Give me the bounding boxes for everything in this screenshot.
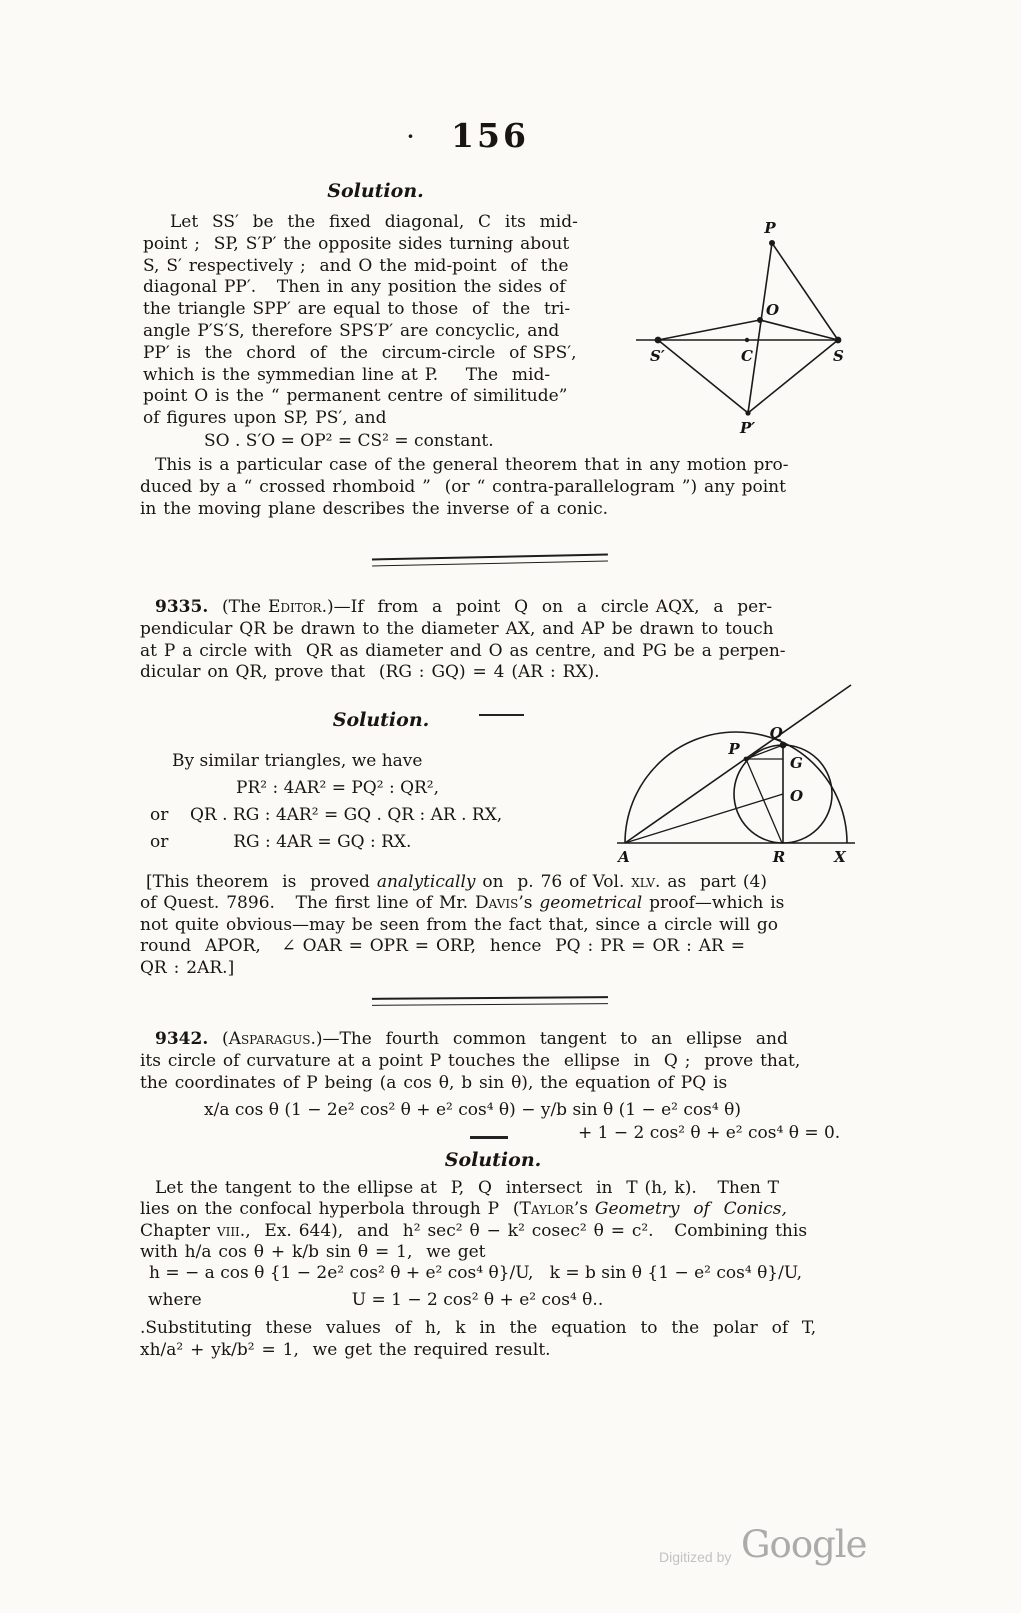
figure-label-S: S — [833, 347, 844, 365]
text-line: round APOR, ∠ OAR = OPR = ORP, hence PQ : PR = OR : AR = — [140, 936, 745, 957]
figure-label-P: P — [728, 740, 740, 758]
circle-tangent-figure — [593, 668, 933, 878]
problem-number: 9335. — [155, 597, 209, 617]
figure-label-O: O — [766, 301, 780, 319]
figure-label-P-prime: P′ — [740, 419, 756, 437]
digitized-by-label: Digitized by — [659, 1549, 732, 1565]
solution-heading: Solution. — [332, 709, 430, 731]
text-line: lies on the confocal hyperbola through P (Taylor’s Geometry of Conics, — [140, 1199, 787, 1220]
equation-line: where U = 1 − 2 cos² θ + e² cos⁴ θ.. — [148, 1290, 604, 1310]
text-line: its circle of curvature at a point P touches the ellipse in Q ; prove that, — [140, 1050, 801, 1071]
text-line: with h/a cos θ + k/b sin θ = 1, we get — [140, 1242, 486, 1263]
section-divider — [372, 996, 608, 1006]
page-number: 156 — [451, 116, 529, 155]
text-line: the coordinates of P being (a cos θ, b sin θ), the equation of PQ is — [140, 1072, 728, 1093]
text-line: angle P′S′S, therefore SPS′P′ are concyclic, and — [143, 320, 560, 341]
equation: or QR . RG : 4AR² = GQ . QR : AR . RX, — [150, 805, 503, 825]
text-line: point ; SP, S′P′ the opposite sides turning about — [143, 233, 570, 254]
problem-statement — [140, 1029, 800, 1094]
text-line: Let SS′ be the fixed diagonal, C its mid- — [170, 212, 578, 232]
figure-label-P: P — [764, 219, 776, 237]
figure-label-A: A — [618, 848, 630, 866]
text-line: .Substituting these values of h, k in the equation to the polar of T, — [140, 1318, 817, 1338]
text-line: Let the tangent to the ellipse at P, Q intersect in T (h, k). Then T — [155, 1178, 780, 1198]
closing-paragraph — [140, 1317, 816, 1361]
figure-label-S-prime: S′ — [650, 347, 665, 365]
text-line: xh/a² + yk/b² = 1, we get the required result. — [140, 1340, 551, 1360]
figure-label-G: G — [790, 754, 803, 772]
scan-artifact-dash — [470, 1136, 508, 1139]
figure-label-O: O — [790, 787, 804, 805]
text-line: pendicular QR be drawn to the diameter AX, and AP be drawn to touch — [140, 618, 774, 639]
text-line: Chapter viii., Ex. 644), and h² sec² θ − k² cosec² θ = c². Combining this — [140, 1220, 808, 1241]
text-line: of figures upon SP, PS′, and — [143, 408, 387, 429]
text-line: diagonal PP′. Then in any position the sides of — [143, 277, 566, 298]
text-line: duced by a “ crossed rhomboid ” (or “ contra-parallelogram ”) any point — [140, 477, 786, 497]
solution-paragraph — [140, 1178, 807, 1264]
equation: SO . S′O = OP² = CS² = constant. — [204, 431, 494, 451]
text-line: not quite obvious—may be seen from the fact that, since a circle will go — [140, 914, 779, 935]
text-line: QR : 2AR.] — [140, 957, 235, 978]
google-logo: Google — [741, 1523, 867, 1566]
text-line: PP′ is the chord of the circum-circle of SPS′, — [143, 342, 577, 363]
crossed-rhomboid-figure — [600, 203, 900, 443]
text-line: at P a circle with QR as diameter and O as centre, and PG be a perpen- — [140, 640, 786, 661]
figure-label-R: R — [772, 848, 786, 866]
text-line: [This theorem is proved analytically on p. 76 of Vol. xlv. as part (4) — [146, 872, 767, 892]
scan-artifact-rule — [479, 714, 524, 716]
remark-paragraph — [140, 454, 789, 520]
editorial-note — [140, 872, 784, 979]
text-line: 9335. (The Editor.)—If from a point Q on a circle AQX, a per- — [155, 597, 773, 617]
solution-heading: Solution. — [327, 180, 424, 202]
text-line: which is the symmedian line at P. The mid- — [143, 364, 551, 385]
equation: + 1 − 2 cos² θ + e² cos⁴ θ = 0. — [578, 1123, 841, 1143]
text-line: point O is the “ permanent centre of similitude” — [143, 386, 568, 407]
proposer-name: Asparagus — [228, 1029, 311, 1049]
text-line: 9342. (Asparagus.)—The fourth common tangent to an ellipse and — [155, 1029, 788, 1049]
text-line: in the moving plane describes the inverse of a conic. — [140, 499, 609, 519]
scan-artifact-dot: · — [407, 124, 414, 148]
solution-heading: Solution. — [444, 1149, 542, 1171]
equation: PR² : 4AR² = PQ² : QR², — [236, 778, 440, 798]
equation: or RG : 4AR = GQ : RX. — [150, 832, 412, 852]
problem-number: 9342. — [155, 1029, 209, 1049]
section-divider — [372, 554, 608, 567]
figure-label-Q: Q — [769, 724, 783, 742]
text-line: S, S′ respectively ; and O the mid-point of the — [143, 255, 569, 276]
proposer-name: Editor — [267, 597, 322, 617]
text-line: of Quest. 7896. The first line of Mr. Davis’s geometrical proof—which is — [140, 893, 785, 914]
equation: h = − a cos θ {1 − 2e² cos² θ + e² cos⁴ θ}/U, k = b sin θ {1 − e² cos⁴ θ}/U, — [149, 1263, 803, 1283]
text-line: dicular on QR, prove that (RG : GQ) = 4 (AR : RX). — [140, 662, 600, 683]
figure-label-X: X — [834, 848, 846, 866]
figure-label-C: C — [741, 347, 753, 365]
text-line: This is a particular case of the general theorem that in any motion pro- — [155, 455, 789, 475]
text-line: By similar triangles, we have — [172, 751, 423, 771]
text-line: the triangle SPP′ are equal to those of the tri- — [143, 299, 571, 320]
solution-paragraph — [143, 212, 578, 430]
equation: x/a cos θ (1 − 2e² cos² θ + e² cos⁴ θ) − y/b sin θ (1 − e² cos⁴ θ) — [204, 1100, 741, 1120]
